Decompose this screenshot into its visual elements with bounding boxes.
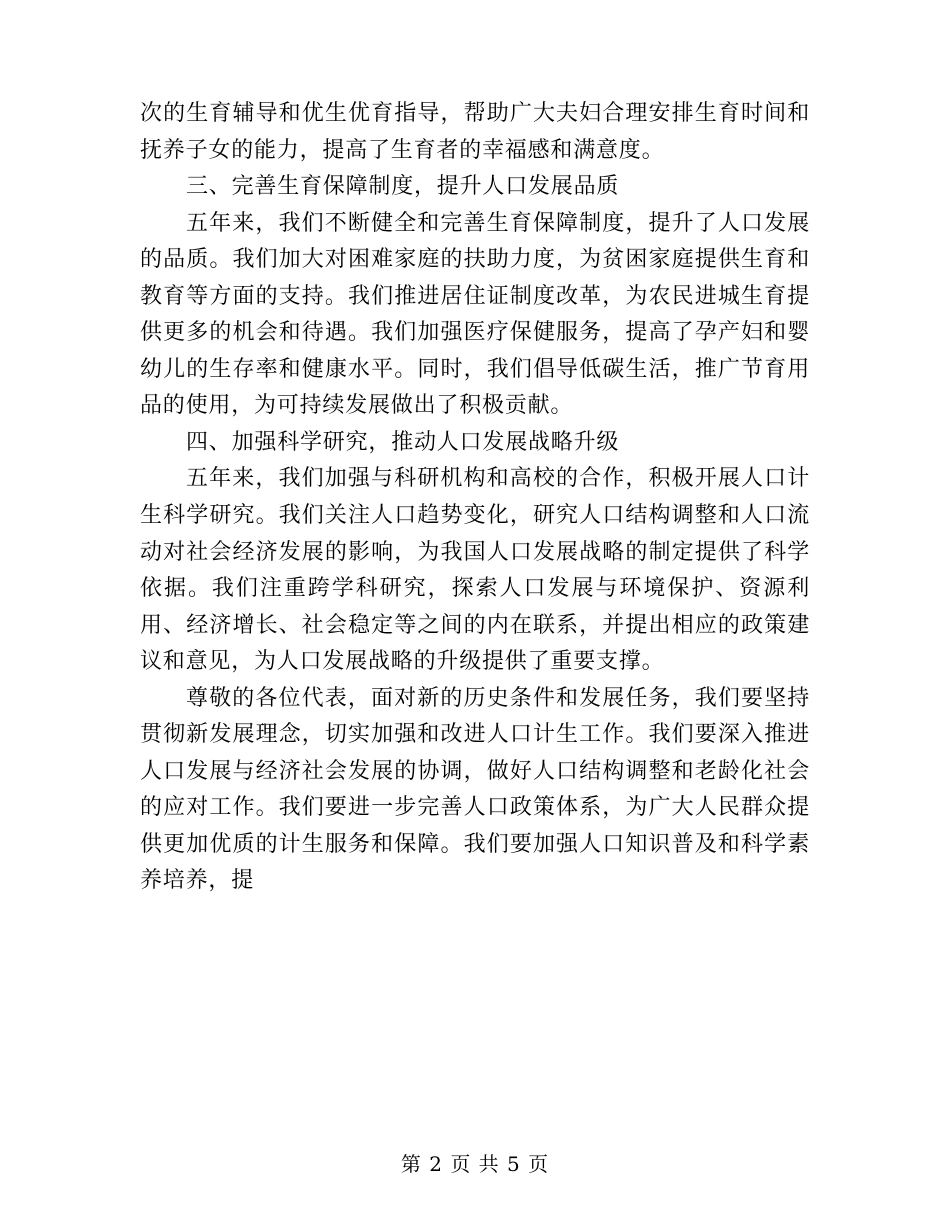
section-heading-3: 三、完善生育保障制度，提升人口发展品质: [186, 174, 620, 200]
paragraph-section-3: 五年来，我们不断健全和完善生育保障制度，提升了人口发展的品质。我们加大对困难家庭的扶助力度，为贫困家庭提供生育和教育等方面的支持。我们推进居住证制度改革，为农民进城生育提供更多的机会和待遇。我们加强医疗保健服务，提高了孕产妇和婴幼儿的生存率和健康水平。同时，我们倡导低碳生活，推广节育用品的使用，为可持续发展做出了积极贡献。: [140, 210, 810, 419]
paragraph-continued: 次的生育辅导和优生优育指导，帮助广大夫妇合理安排生育时间和抚养子女的能力，提高了生育者的幸福感和满意度。: [140, 101, 810, 163]
page-number-footer: 第 2 页 共 5 页: [400, 1152, 550, 1176]
document-body: [140, 96, 810, 900]
section-heading-4: 四、加强科学研究，推动人口发展战略升级: [186, 429, 620, 455]
paragraph-section-4: 五年来，我们加强与科研机构和高校的合作，积极开展人口计生科学研究。我们关注人口趋势变化，研究人口结构调整和人口流动对社会经济发展的影响，为我国人口发展战略的制定提供了科学依据。我们注重跨学科研究，探索人口发展与环境保护、资源利用、经济增长、社会稳定等之间的内在联系，并提出相应的政策建议和意见，为人口发展战略的升级提供了重要支撑。: [140, 466, 810, 675]
paragraph-closing: 尊敬的各位代表，面对新的历史条件和发展任务，我们要坚持贯彻新发展理念，切实加强和改进人口计生工作。我们要深入推进人口发展与经济社会发展的协调，做好人口结构调整和老龄化社会的应对工作。我们要进一步完善人口政策体系，为广大人民群众提供更加优质的计生服务和保障。我们要加强人口知识普及和科学素养培养，提: [140, 685, 810, 894]
